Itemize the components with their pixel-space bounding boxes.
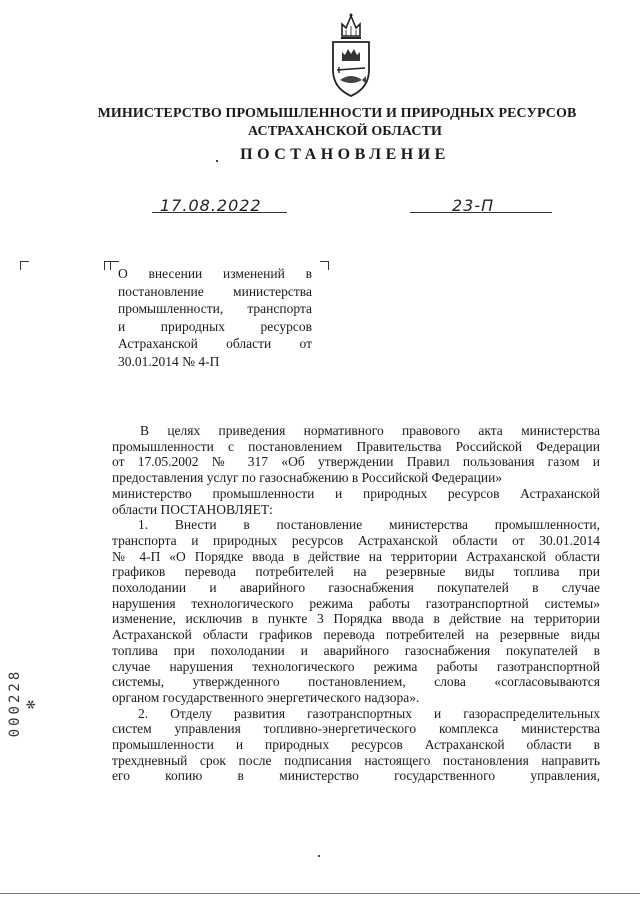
body-line: нарушения технологического режима работы газотранспортной системы» bbox=[112, 595, 600, 611]
document-number: 23-П bbox=[452, 196, 495, 215]
ministry-name-line-1: МИНИСТЕРСТВО ПРОМЫШЛЕННОСТИ И ПРИРОДНЫХ РЕСУРСОВ bbox=[97, 106, 577, 121]
body-line: трехдневный срок после подписания настоящего постановления направить bbox=[112, 752, 600, 768]
body-line: 2. Отделу развития газотранспортных и газораспределительных bbox=[138, 705, 600, 721]
subject-line: О внесении изменений в bbox=[118, 266, 312, 281]
body-line: предоставления услуг по газоснабжению в Российской Федерации» bbox=[112, 470, 503, 486]
margin-corner-mark bbox=[20, 261, 29, 270]
document-date: 17.08.2022 bbox=[160, 196, 262, 215]
scan-dot bbox=[216, 160, 218, 162]
body-line: органом государственного энергетического надзора». bbox=[112, 689, 420, 705]
subject-line: промышленности, транспорта bbox=[118, 301, 312, 316]
body-line: № 4-П «О Порядке ввода в действие на территории Астраханской области bbox=[112, 548, 600, 564]
body-line: транспорта и природных ресурсов Астраханской области от 30.01.2014 bbox=[112, 532, 600, 548]
registration-stamp bbox=[7, 655, 39, 745]
registration-number: 000228 ✻ bbox=[7, 668, 39, 738]
subject-line: и природных ресурсов bbox=[118, 318, 312, 334]
ministry-name-line-2: АСТРАХАНСКОЙ ОБЛАСТИ bbox=[247, 124, 442, 139]
document-type-title: ПОСТАНОВЛЕНИЕ bbox=[240, 146, 450, 163]
body-line: области ПОСТАНОВЛЯЕТ: bbox=[112, 501, 273, 517]
body-line: случае нарушения технологического режима работы газотранспортной bbox=[112, 658, 600, 674]
body-line: промышленности с постановлением Правительства Российской Федерации bbox=[112, 438, 600, 454]
body-line: Астраханской области графиков перевода потребителей на резервные виды bbox=[112, 627, 600, 643]
subject-block bbox=[118, 265, 312, 370]
body-line: его копию в министерство государственного управления, bbox=[112, 768, 600, 784]
body-line: графиков перевода потребителей на резервные виды топлива при bbox=[112, 564, 600, 580]
body-line: топлива при похолодании и аварийного газоснабжения покупателей в bbox=[112, 642, 600, 658]
subject-line: постановление министерства bbox=[118, 283, 312, 299]
subject-corner-mark bbox=[320, 261, 329, 270]
coat-of-arms-icon bbox=[326, 12, 376, 98]
body-line: В целях приведения нормативного правового акта министерства bbox=[140, 423, 600, 438]
subject-line: Астраханской области от bbox=[118, 336, 312, 351]
subject-line: 30.01.2014 № 4-П bbox=[118, 353, 220, 369]
document-body bbox=[112, 423, 600, 784]
body-line: изменение, исключив в пункте 3 Порядка ввода в действие на территории bbox=[112, 611, 600, 627]
body-line: систем управления топливно-энергетического комплекса министерства bbox=[112, 721, 600, 737]
scan-dot bbox=[318, 855, 320, 857]
body-line: промышленности и природных ресурсов Астраханской области в bbox=[112, 737, 600, 753]
body-line: от 17.05.2002 № 317 «Об утверждении Правил пользования газом и bbox=[112, 454, 600, 470]
body-line: системы, утвержденного постановлением, слова «согласовываются bbox=[112, 674, 600, 690]
body-line: похолодании и аварийного газоснабжения покупателей в случае bbox=[112, 580, 600, 596]
body-line: министерство промышленности и природных ресурсов Астраханской bbox=[112, 485, 600, 501]
body-line: 1. Внести в постановление министерства промышленности, bbox=[138, 517, 600, 533]
page-bottom-edge bbox=[0, 893, 640, 894]
